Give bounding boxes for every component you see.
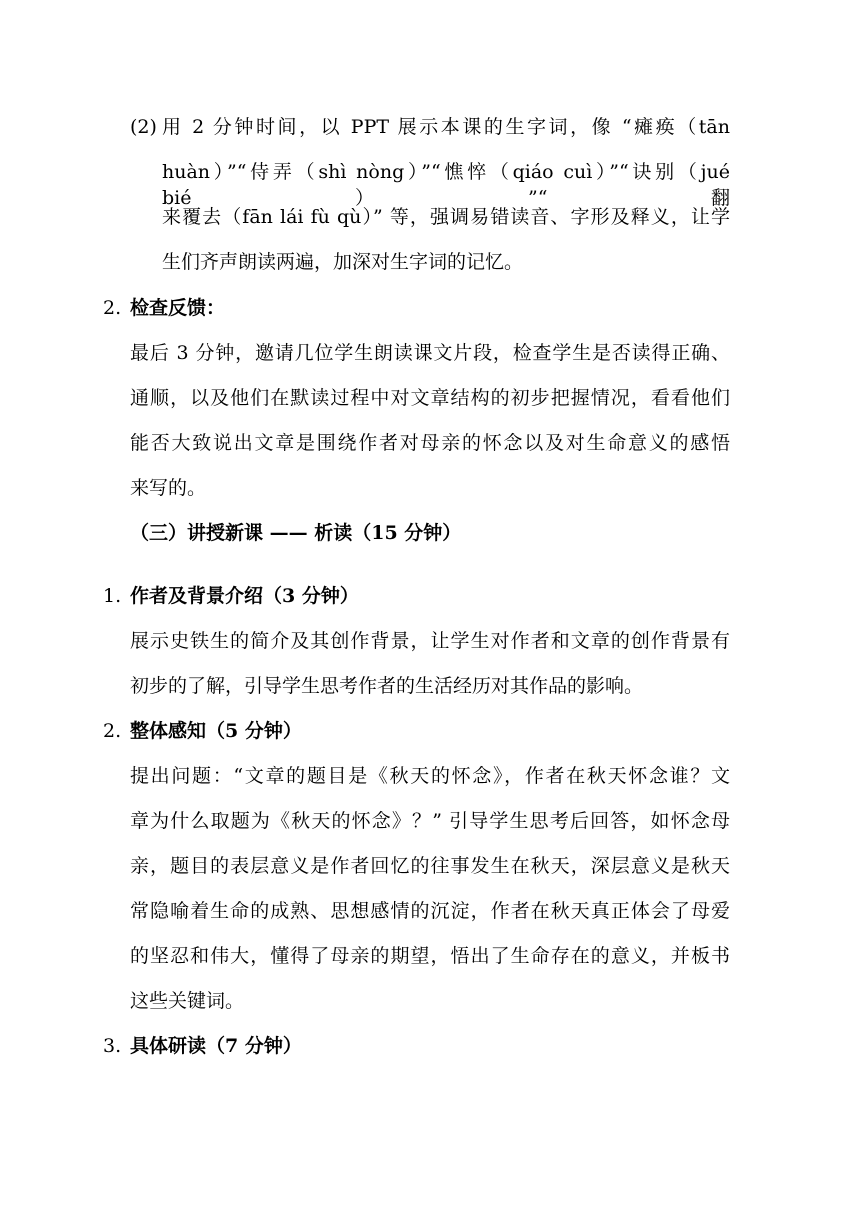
paragraph-line: 最后 3 分钟，邀请几位学生朗读课文片段，检查学生是否读得正确、 — [130, 342, 730, 364]
paragraph-line: 用 2 分钟时间，以 PPT 展示本课的生字词，像 “瘫痪（tān — [162, 116, 730, 138]
section-heading: （三）讲授新课 —— 析读（15 分钟） — [130, 522, 462, 544]
paragraph-line: 这些关键词。 — [130, 990, 245, 1012]
list-number: 2. — [103, 720, 122, 742]
paragraph-line: 初步的了解，引导学生思考作者的生活经历对其作品的影响。 — [130, 675, 644, 697]
paragraph-line: 展示史铁生的简介及其创作背景，让学生对作者和文章的创作背景有 — [130, 630, 730, 652]
paragraph-line: 通顺，以及他们在默读过程中对文章结构的初步把握情况，看看他们 — [130, 387, 730, 409]
step-title: 作者及背景介绍（3 分钟） — [130, 585, 359, 607]
paragraph-line: 来覆去（fān lái fù qù）” 等，强调易错读音、字形及释义，让学 — [162, 206, 730, 228]
step-title: 整体感知（5 分钟） — [130, 720, 302, 742]
list-marker: (2) — [130, 116, 157, 138]
list-number: 3. — [103, 1035, 122, 1057]
section-title: 检查反馈： — [130, 297, 226, 319]
paragraph-line: 常隐喻着生命的成熟、思想感情的沉淀，作者在秋天真正体会了母爱 — [130, 900, 730, 922]
paragraph-line: 能否大致说出文章是围绕作者对母亲的怀念以及对生命意义的感悟 — [130, 432, 730, 454]
step-title: 具体研读（7 分钟） — [130, 1035, 302, 1057]
paragraph-line: 生们齐声朗读两遍，加深对生字词的记忆。 — [162, 251, 524, 273]
paragraph-line: 章为什么取题为《秋天的怀念》？” 引导学生思考后回答，如怀念母 — [130, 810, 730, 832]
paragraph-line: 提出问题：“文章的题目是《秋天的怀念》，作者在秋天怀念谁？文 — [130, 765, 730, 787]
paragraph-line: 亲，题目的表层意义是作者回忆的往事发生在秋天，深层意义是秋天 — [130, 855, 730, 877]
list-number: 1. — [103, 585, 122, 607]
list-number: 2. — [103, 297, 122, 319]
paragraph-line: huàn）”“侍弄（shì nòng）”“憔悴（qiáo cuì）”“诀别（jué bié）”“翻 — [162, 161, 730, 209]
paragraph-line: 的坚忍和伟大，懂得了母亲的期望，悟出了生命存在的意义，并板书 — [130, 945, 730, 967]
paragraph-line: 来写的。 — [130, 477, 207, 499]
